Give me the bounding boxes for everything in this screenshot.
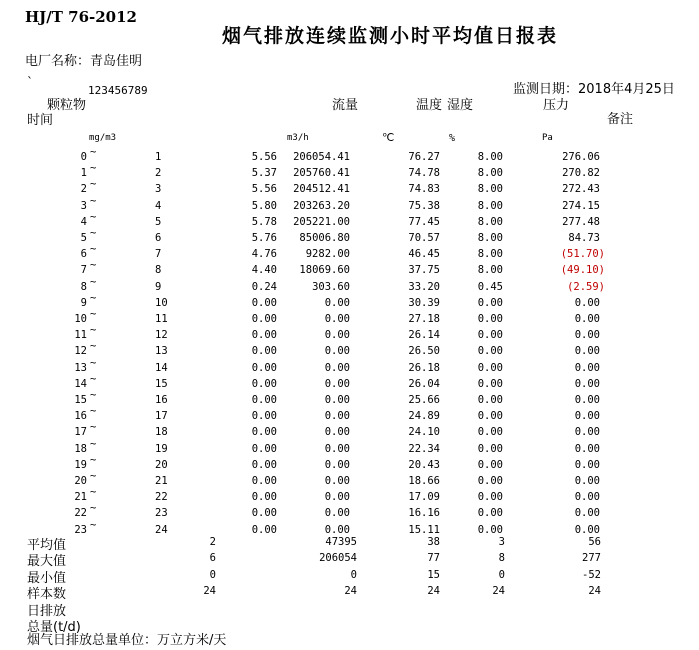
hour-end: 5 — [155, 216, 162, 228]
table-row — [0, 308, 699, 327]
summary-label: 总量(t/d) — [27, 620, 81, 635]
tilde: ~ — [90, 454, 97, 466]
summary-humidity: 0 — [498, 569, 505, 581]
tilde: ~ — [90, 502, 97, 514]
tilde: ~ — [90, 389, 97, 401]
hour-end: 6 — [155, 232, 162, 244]
table-row — [0, 227, 699, 246]
hour-end: 14 — [155, 362, 168, 374]
tilde: ~ — [90, 308, 97, 320]
pressure-value: 0.00 — [574, 524, 600, 536]
humidity-value: 0.00 — [477, 443, 503, 455]
pressure-value: 274.15 — [562, 200, 600, 212]
particulate-value: 0.00 — [251, 524, 277, 536]
temperature-value: 30.39 — [408, 297, 440, 309]
hour-start: 0 — [80, 151, 87, 163]
pressure-value: 0.00 — [574, 394, 600, 406]
temperature-value: 74.78 — [408, 167, 440, 179]
hour-start: 4 — [80, 216, 87, 228]
hour-end: 18 — [155, 426, 168, 438]
particulate-value: 0.00 — [251, 491, 277, 503]
hour-start: 7 — [80, 264, 87, 276]
flow-value: 0.00 — [324, 459, 350, 471]
summary-humidity: 3 — [498, 536, 505, 548]
flow-value: 0.00 — [324, 410, 350, 422]
pressure-value: 270.82 — [562, 167, 600, 179]
particulate-value: 0.00 — [251, 443, 277, 455]
summary-temperature: 24 — [427, 585, 440, 597]
summary-label: 样本数 — [27, 587, 67, 602]
tilde: ~ — [90, 243, 97, 255]
humidity-value: 0.00 — [477, 394, 503, 406]
flow-value: 18069.60 — [299, 264, 350, 276]
tilde: ~ — [90, 519, 97, 531]
particulate-value: 0.00 — [251, 507, 277, 519]
tilde: ~ — [90, 405, 97, 417]
summary-flow: 47395 — [325, 536, 357, 548]
particulate-value: 0.24 — [251, 281, 277, 293]
temperature-value: 24.89 — [408, 410, 440, 422]
hour-end: 11 — [155, 313, 168, 325]
pressure-value: 0.00 — [574, 345, 600, 357]
tilde: ~ — [90, 340, 97, 352]
particulate-value: 0.00 — [251, 362, 277, 374]
flow-value: 205221.00 — [293, 216, 350, 228]
col-header-pressure: 压力 — [543, 98, 570, 113]
tilde: ~ — [90, 162, 97, 174]
tilde: ~ — [90, 178, 97, 190]
hour-start: 8 — [80, 281, 87, 293]
flow-value: 0.00 — [324, 378, 350, 390]
flow-value: 0.00 — [324, 443, 350, 455]
hour-start: 10 — [74, 313, 87, 325]
temperature-value: 18.66 — [408, 475, 440, 487]
humidity-value: 0.00 — [477, 507, 503, 519]
particulate-value: 5.56 — [251, 151, 277, 163]
pressure-value: (51.70) — [560, 248, 605, 260]
report-title: 烟气排放连续监测小时平均值日报表 — [222, 25, 559, 47]
table-row — [0, 486, 699, 505]
table-row — [0, 195, 699, 214]
hour-start: 23 — [74, 524, 87, 536]
footer-note: 烟气日排放总量单位：万立方米/天 — [27, 633, 227, 648]
temperature-value: 22.34 — [408, 443, 440, 455]
hour-start: 19 — [74, 459, 87, 471]
monitor-date-label: 监测日期： — [513, 82, 579, 97]
hour-start: 17 — [74, 426, 87, 438]
col-header-remark: 备注 — [607, 112, 634, 127]
humidity-value: 8.00 — [477, 216, 503, 228]
flow-value: 0.00 — [324, 313, 350, 325]
humidity-value: 0.00 — [477, 524, 503, 536]
col-header-flow: 流量 — [332, 98, 359, 113]
tilde: ~ — [90, 195, 97, 207]
humidity-value: 0.00 — [477, 297, 503, 309]
tilde: ~ — [90, 470, 97, 482]
table-row — [0, 259, 699, 278]
temperature-value: 27.18 — [408, 313, 440, 325]
summary-temperature: 38 — [427, 536, 440, 548]
hour-end: 24 — [155, 524, 168, 536]
tilde: ~ — [90, 146, 97, 158]
flow-value: 0.00 — [324, 394, 350, 406]
summary-particulate: 24 — [203, 585, 216, 597]
pressure-value: 0.00 — [574, 378, 600, 390]
flow-value: 0.00 — [324, 475, 350, 487]
temperature-value: 24.10 — [408, 426, 440, 438]
temperature-value: 76.27 — [408, 151, 440, 163]
hour-end: 2 — [155, 167, 162, 179]
humidity-value: 8.00 — [477, 248, 503, 260]
humidity-value: 0.00 — [477, 345, 503, 357]
hour-end: 7 — [155, 248, 162, 260]
summary-row — [0, 583, 699, 602]
table-row — [0, 292, 699, 311]
humidity-value: 0.00 — [477, 378, 503, 390]
particulate-value: 0.00 — [251, 329, 277, 341]
summary-row — [0, 616, 699, 635]
table-row — [0, 276, 699, 295]
table-row — [0, 324, 699, 343]
pressure-value: 0.00 — [574, 362, 600, 374]
table-row — [0, 389, 699, 408]
particulate-value: 5.76 — [251, 232, 277, 244]
table-row — [0, 438, 699, 457]
hour-end: 10 — [155, 297, 168, 309]
tilde: ~ — [90, 227, 97, 239]
summary-pressure: 56 — [588, 536, 601, 548]
flow-value: 203263.20 — [293, 200, 350, 212]
flow-value: 85006.80 — [299, 232, 350, 244]
flow-value: 9282.00 — [305, 248, 350, 260]
hour-end: 15 — [155, 378, 168, 390]
humidity-value: 8.00 — [477, 151, 503, 163]
unit-flow: m3/h — [287, 133, 309, 143]
tick-mark: ` — [27, 75, 33, 89]
monitor-date-line — [513, 83, 675, 97]
particulate-value: 5.37 — [251, 167, 277, 179]
tilde: ~ — [90, 357, 97, 369]
flow-value: 0.00 — [324, 345, 350, 357]
tilde: ~ — [90, 292, 97, 304]
particulate-value: 4.40 — [251, 264, 277, 276]
particulate-value: 0.00 — [251, 345, 277, 357]
hour-end: 21 — [155, 475, 168, 487]
temperature-value: 20.43 — [408, 459, 440, 471]
hour-start: 12 — [74, 345, 87, 357]
pressure-value: (49.10) — [560, 264, 605, 276]
standard-code: HJ/T 76-2012 — [25, 8, 137, 26]
table-row — [0, 470, 699, 489]
table-row — [0, 421, 699, 440]
temperature-value: 26.14 — [408, 329, 440, 341]
humidity-value: 0.00 — [477, 313, 503, 325]
humidity-value: 8.00 — [477, 167, 503, 179]
summary-flow: 0 — [350, 569, 357, 581]
particulate-value: 0.00 — [251, 475, 277, 487]
pressure-value: 0.00 — [574, 491, 600, 503]
summary-label: 日排放 — [27, 604, 67, 619]
summary-particulate: 6 — [209, 552, 216, 564]
flow-value: 0.00 — [324, 426, 350, 438]
particulate-value: 5.78 — [251, 216, 277, 228]
tilde: ~ — [90, 211, 97, 223]
hour-start: 22 — [74, 507, 87, 519]
hour-start: 16 — [74, 410, 87, 422]
plant-name-line — [25, 55, 142, 69]
hour-end: 19 — [155, 443, 168, 455]
humidity-value: 0.00 — [477, 475, 503, 487]
col-header-temperature: 温度 — [416, 98, 443, 113]
flow-value: 0.00 — [324, 507, 350, 519]
hour-end: 13 — [155, 345, 168, 357]
hour-end: 4 — [155, 200, 162, 212]
hour-end: 22 — [155, 491, 168, 503]
table-row — [0, 405, 699, 424]
hour-start: 3 — [80, 200, 87, 212]
humidity-value: 0.00 — [477, 329, 503, 341]
hour-start: 6 — [80, 248, 87, 260]
summary-humidity: 24 — [492, 585, 505, 597]
hour-end: 20 — [155, 459, 168, 471]
tilde: ~ — [90, 486, 97, 498]
summary-pressure: 24 — [588, 585, 601, 597]
summary-row — [0, 567, 699, 586]
flow-value: 0.00 — [324, 524, 350, 536]
humidity-value: 0.00 — [477, 459, 503, 471]
humidity-value: 0.00 — [477, 362, 503, 374]
particulate-value: 0.00 — [251, 313, 277, 325]
temperature-value: 46.45 — [408, 248, 440, 260]
temperature-value: 77.45 — [408, 216, 440, 228]
humidity-value: 8.00 — [477, 183, 503, 195]
particulate-value: 0.00 — [251, 410, 277, 422]
summary-particulate: 0 — [209, 569, 216, 581]
unit-particulate: mg/m3 — [89, 133, 117, 143]
tilde: ~ — [90, 373, 97, 385]
monitor-date-value: 2018年4月25日 — [578, 82, 675, 97]
table-row — [0, 243, 699, 262]
hour-end: 17 — [155, 410, 168, 422]
hour-start: 2 — [80, 183, 87, 195]
summary-flow: 206054 — [319, 552, 357, 564]
summary-particulate: 2 — [209, 536, 216, 548]
hour-end: 12 — [155, 329, 168, 341]
particulate-value: 0.00 — [251, 394, 277, 406]
flow-value: 0.00 — [324, 297, 350, 309]
hour-start: 11 — [74, 329, 87, 341]
hour-start: 9 — [80, 297, 87, 309]
summary-pressure: 277 — [582, 552, 601, 564]
tilde: ~ — [90, 438, 97, 450]
temperature-value: 74.83 — [408, 183, 440, 195]
humidity-value: 0.00 — [477, 410, 503, 422]
summary-label: 最小值 — [27, 571, 67, 586]
hour-end: 8 — [155, 264, 162, 276]
unit-humidity: % — [449, 133, 456, 144]
temperature-value: 25.66 — [408, 394, 440, 406]
flow-value: 303.60 — [312, 281, 350, 293]
flow-value: 0.00 — [324, 362, 350, 374]
pressure-value: 0.00 — [574, 313, 600, 325]
summary-humidity: 8 — [498, 552, 505, 564]
flow-value: 205760.41 — [293, 167, 350, 179]
temperature-value: 15.11 — [408, 524, 440, 536]
col-header-time: 时间 — [27, 113, 54, 128]
summary-row — [0, 550, 699, 569]
summary-label: 平均值 — [27, 538, 67, 553]
particulate-value: 4.76 — [251, 248, 277, 260]
hour-start: 15 — [74, 394, 87, 406]
summary-temperature: 15 — [427, 569, 440, 581]
flow-value: 0.00 — [324, 491, 350, 503]
particulate-value: 0.00 — [251, 378, 277, 390]
temperature-value: 17.09 — [408, 491, 440, 503]
summary-flow: 24 — [344, 585, 357, 597]
hour-start: 20 — [74, 475, 87, 487]
tilde: ~ — [90, 259, 97, 271]
table-row — [0, 162, 699, 181]
pressure-value: 0.00 — [574, 410, 600, 422]
humidity-value: 0.00 — [477, 491, 503, 503]
hour-start: 14 — [74, 378, 87, 390]
pressure-value: (2.59) — [567, 281, 605, 293]
pressure-value: 0.00 — [574, 443, 600, 455]
hour-end: 16 — [155, 394, 168, 406]
temperature-value: 70.57 — [408, 232, 440, 244]
temperature-value: 26.18 — [408, 362, 440, 374]
flow-value: 0.00 — [324, 329, 350, 341]
flow-value: 204512.41 — [293, 183, 350, 195]
humidity-value: 0.00 — [477, 426, 503, 438]
table-row — [0, 502, 699, 521]
summary-label: 最大值 — [27, 554, 67, 569]
temperature-value: 75.38 — [408, 200, 440, 212]
temperature-value: 26.04 — [408, 378, 440, 390]
temperature-value: 26.50 — [408, 345, 440, 357]
flow-value: 206054.41 — [293, 151, 350, 163]
table-row — [0, 211, 699, 230]
hour-start: 13 — [74, 362, 87, 374]
col-header-humidity: 湿度 — [447, 98, 474, 113]
summary-temperature: 77 — [427, 552, 440, 564]
pressure-value: 0.00 — [574, 426, 600, 438]
table-row — [0, 454, 699, 473]
summary-pressure: -52 — [582, 569, 601, 581]
table-row — [0, 373, 699, 392]
unit-temperature: ℃ — [382, 131, 395, 144]
unit-pressure: Pa — [542, 133, 553, 143]
humidity-value: 8.00 — [477, 264, 503, 276]
humidity-value: 8.00 — [477, 232, 503, 244]
particulate-value: 0.00 — [251, 297, 277, 309]
pressure-value: 0.00 — [574, 297, 600, 309]
pressure-value: 84.73 — [568, 232, 600, 244]
humidity-value: 0.45 — [477, 281, 503, 293]
summary-row — [0, 534, 699, 553]
hour-end: 9 — [155, 281, 162, 293]
pressure-value: 276.06 — [562, 151, 600, 163]
pressure-value: 277.48 — [562, 216, 600, 228]
tilde: ~ — [90, 276, 97, 288]
summary-row — [0, 600, 699, 619]
table-row — [0, 178, 699, 197]
humidity-value: 8.00 — [477, 200, 503, 212]
temperature-value: 37.75 — [408, 264, 440, 276]
hour-start: 5 — [80, 232, 87, 244]
tilde: ~ — [90, 324, 97, 336]
col-header-particulate: 颗粒物 — [47, 98, 87, 113]
temperature-value: 33.20 — [408, 281, 440, 293]
table-row — [0, 357, 699, 376]
hour-start: 21 — [74, 491, 87, 503]
plant-name-value: 青岛佳明 — [90, 54, 143, 69]
particulate-value: 0.00 — [251, 426, 277, 438]
table-row — [0, 146, 699, 165]
particulate-value: 0.00 — [251, 459, 277, 471]
table-row — [0, 340, 699, 359]
hour-end: 3 — [155, 183, 162, 195]
plant-name-label: 电厂名称： — [25, 54, 91, 69]
temperature-value: 16.16 — [408, 507, 440, 519]
pressure-value: 272.43 — [562, 183, 600, 195]
hour-end: 1 — [155, 151, 162, 163]
pressure-value: 0.00 — [574, 459, 600, 471]
hour-start: 1 — [80, 167, 87, 179]
hour-start: 18 — [74, 443, 87, 455]
pressure-value: 0.00 — [574, 507, 600, 519]
pressure-value: 0.00 — [574, 329, 600, 341]
particulate-value: 5.56 — [251, 183, 277, 195]
tilde: ~ — [90, 421, 97, 433]
serial-number: 123456789 — [88, 84, 148, 97]
particulate-value: 5.80 — [251, 200, 277, 212]
hour-end: 23 — [155, 507, 168, 519]
pressure-value: 0.00 — [574, 475, 600, 487]
